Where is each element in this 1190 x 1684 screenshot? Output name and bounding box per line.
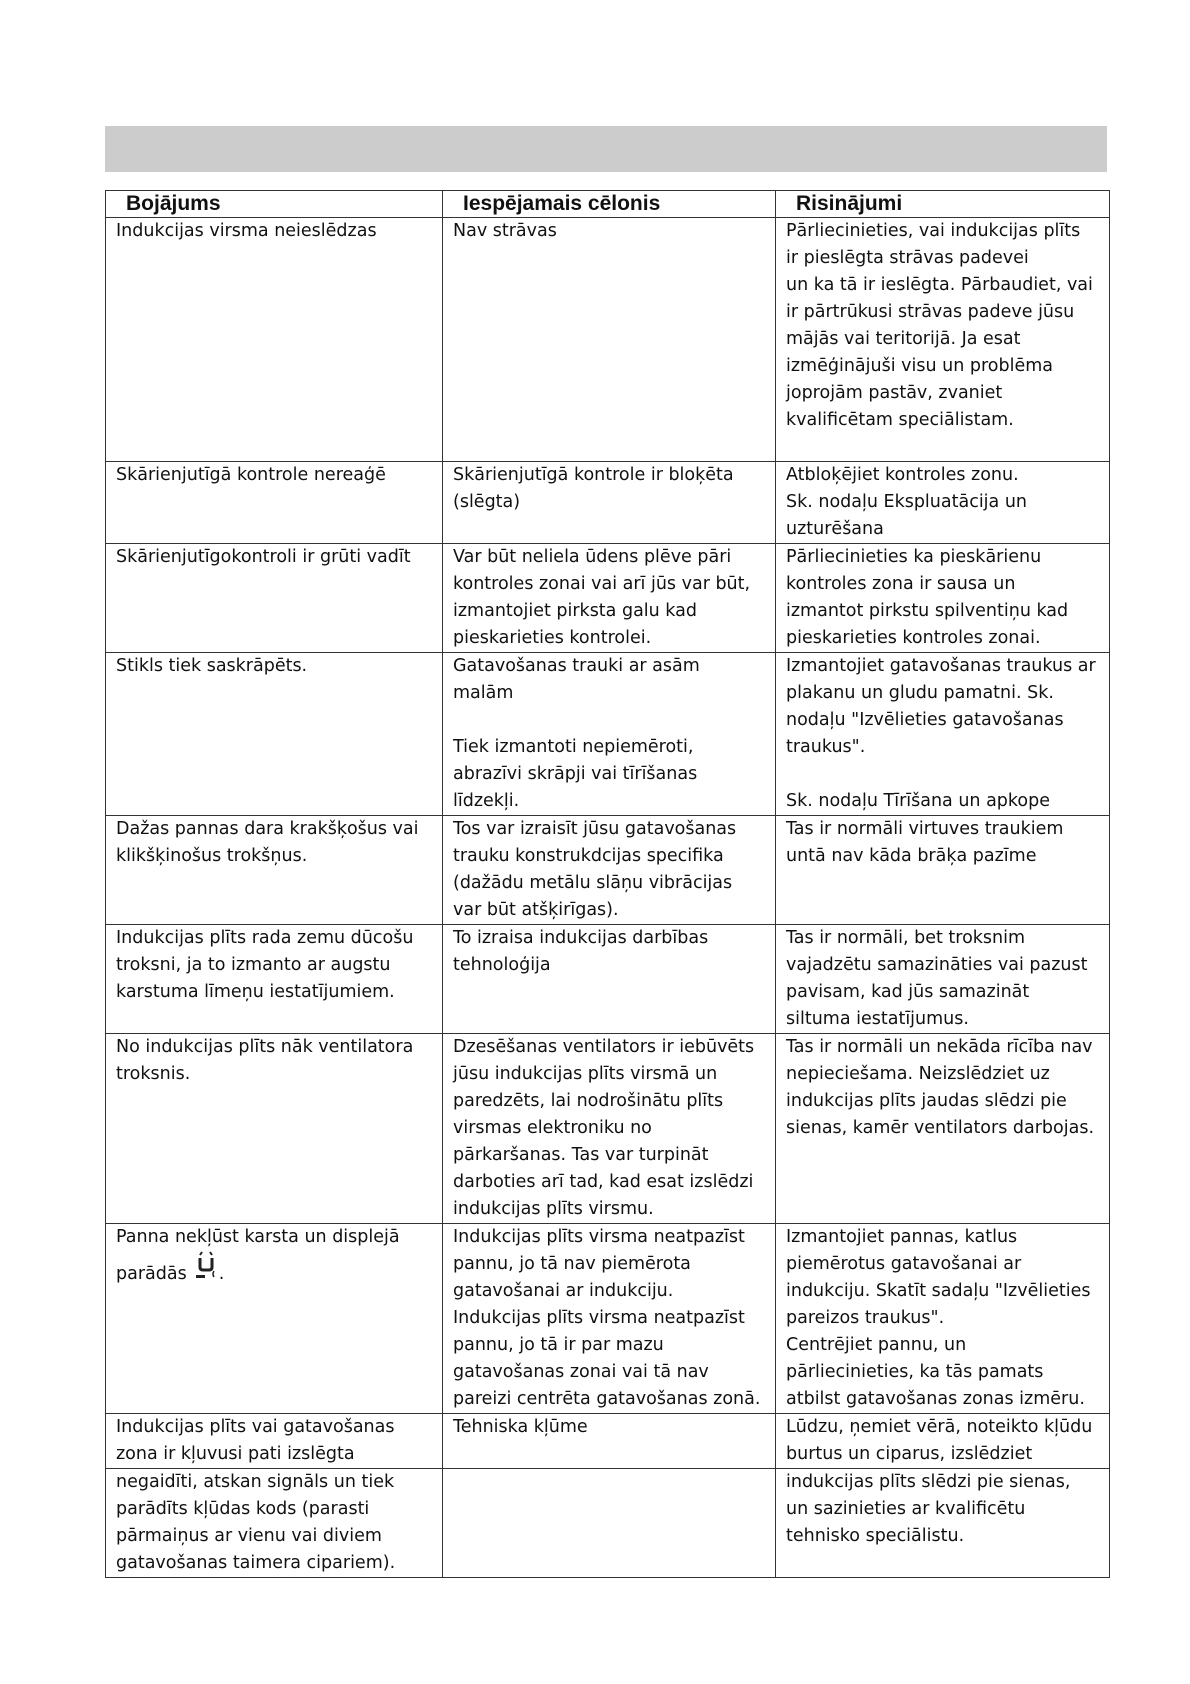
problem-cell: Stikls tiek saskrāpēts. (106, 653, 443, 816)
problem-cell (106, 1224, 443, 1414)
error-u-display-icon (193, 1251, 219, 1292)
solution-cell: Atbloķējiet kontroles zonu. Sk. nodaļu Ekspluatācija un uzturēšana (776, 462, 1110, 544)
problem-cell: Skārienjutīgā kontrole nereaģē (106, 462, 443, 544)
table-row (106, 462, 1110, 544)
problem-cell: Indukcijas virsma neieslēdzas (106, 218, 443, 462)
table-row (106, 925, 1110, 1034)
section-header-bar (105, 126, 1107, 172)
troubleshooting-table (105, 190, 1110, 1578)
cause-cell (443, 1469, 776, 1578)
cause-cell: Gatavošanas trauki ar asām malām Tiek izmantoti nepiemēroti, abrazīvi skrāpji vai tīrīšanas līdzekļi. (443, 653, 776, 816)
solution-cell: Lūdzu, ņemiet vērā, noteikto kļūdu burtus un ciparus, izslēdziet (776, 1414, 1110, 1469)
table-row (106, 1469, 1110, 1578)
cause-cell: Var būt neliela ūdens plēve pāri kontroles zonai vai arī jūs var būt, izmantojiet pirksta galu kad pieskarieties kontrolei. (443, 544, 776, 653)
header-solution: Risinājumi (776, 191, 1110, 218)
cause-cell: Nav strāvas (443, 218, 776, 462)
table-row (106, 218, 1110, 462)
solution-cell: Pārliecinieties ka pieskārienu kontroles zona ir sausa un izmantot pirkstu spilventiņu kad pieskarieties kontroles zonai. (776, 544, 1110, 653)
cause-cell: Dzesēšanas ventilators ir iebūvēts jūsu indukcijas plīts virsmā un paredzēts, lai nodrošinātu plīts virsmas elektroniku no pārkaršanas. Tas var turpināt darboties arī tad, kad esat izslēdzi indukcijas plīts virsmu. (443, 1034, 776, 1224)
cause-cell: To izraisa indukcijas darbības tehnoloģija (443, 925, 776, 1034)
solution-cell: Tas ir normāli un nekāda rīcība nav nepieciešama. Neizslēdziet uz indukcijas plīts jaudas slēdzi pie sienas, kamēr ventilators darbojas. (776, 1034, 1110, 1224)
problem-cell: negaidīti, atskan signāls un tiek parādīts kļūdas kods (parasti pārmaiņus ar vienu vai diviem gatavošanas taimera cipariem). (106, 1469, 443, 1578)
solution-cell: Izmantojiet pannas, katlus piemērotus gatavošanai ar indukciju. Skatīt sadaļu "Izvēlieties pareizos traukus". Centrējiet pannu, un pārliecinieties, ka tās pamats atbilst gatavošanas zonas izmēru. (776, 1224, 1110, 1414)
header-cause: Iespējamais cēlonis (443, 191, 776, 218)
table-row (106, 653, 1110, 816)
cause-cell: Indukcijas plīts virsma neatpazīst pannu, jo tā nav piemērota gatavošanai ar indukciju. Indukcijas plīts virsma neatpazīst pannu, jo tā ir par mazu gatavošanas zonai vai tā nav pareizi centrēta gatavošanas zonā. (443, 1224, 776, 1414)
problem-text-line2: parādās (116, 1264, 187, 1284)
problem-cell: Skārienjutīgokontroli ir grūti vadīt (106, 544, 443, 653)
table-row (106, 544, 1110, 653)
table-row (106, 1224, 1110, 1414)
cause-cell: Tehniska kļūme (443, 1414, 776, 1469)
table-header-row (106, 191, 1110, 218)
cause-cell: Tos var izraisīt jūsu gatavošanas trauku konstrukdcijas specifika (dažādu metālu slāņu vibrācijas var būt atšķirīgas). (443, 816, 776, 925)
problem-cell: Dažas pannas dara krakšķošus vai klikšķinošus trokšņus. (106, 816, 443, 925)
solution-cell: Izmantojiet gatavošanas traukus ar plakanu un gludu pamatni. Sk. nodaļu "Izvēlieties gatavošanas traukus". Sk. nodaļu Tīrīšana un apkope (776, 653, 1110, 816)
solution-cell: Pārliecinieties, vai indukcijas plīts ir pieslēgta strāvas padevei un ka tā ir ieslēgta. Pārbaudiet, vai ir pārtrūkusi strāvas padeve jūsu mājās vai teritorijā. Ja esat izmēģinājuši visu un problēma joprojām pastāv, zvaniet kvalificētam speciālistam. (776, 218, 1110, 462)
solution-cell: Tas ir normāli, bet troksnim vajadzētu samazināties vai pazust pavisam, kad jūs samazināt siltuma iestatījumus. (776, 925, 1110, 1034)
problem-text-end: . (218, 1264, 225, 1284)
solution-cell: indukcijas plīts slēdzi pie sienas, un sazinieties ar kvalificētu tehnisko speciālistu. (776, 1469, 1110, 1578)
problem-cell: Indukcijas plīts vai gatavošanas zona ir kļuvusi pati izslēgta (106, 1414, 443, 1469)
problem-cell: Indukcijas plīts rada zemu dūcošu troksni, ja to izmanto ar augstu karstuma līmeņu iestatījumiem. (106, 925, 443, 1034)
table-row (106, 1414, 1110, 1469)
cause-cell: Skārienjutīgā kontrole ir bloķēta (slēgta) (443, 462, 776, 544)
solution-cell: Tas ir normāli virtuves traukiem untā nav kāda brāķa pazīme (776, 816, 1110, 925)
header-problem: Bojājums (106, 191, 443, 218)
problem-cell: No indukcijas plīts nāk ventilatora troksnis. (106, 1034, 443, 1224)
problem-text-line1: Panna nekļūst karsta un displejā (116, 1227, 400, 1247)
table-row (106, 816, 1110, 925)
table-row (106, 1034, 1110, 1224)
